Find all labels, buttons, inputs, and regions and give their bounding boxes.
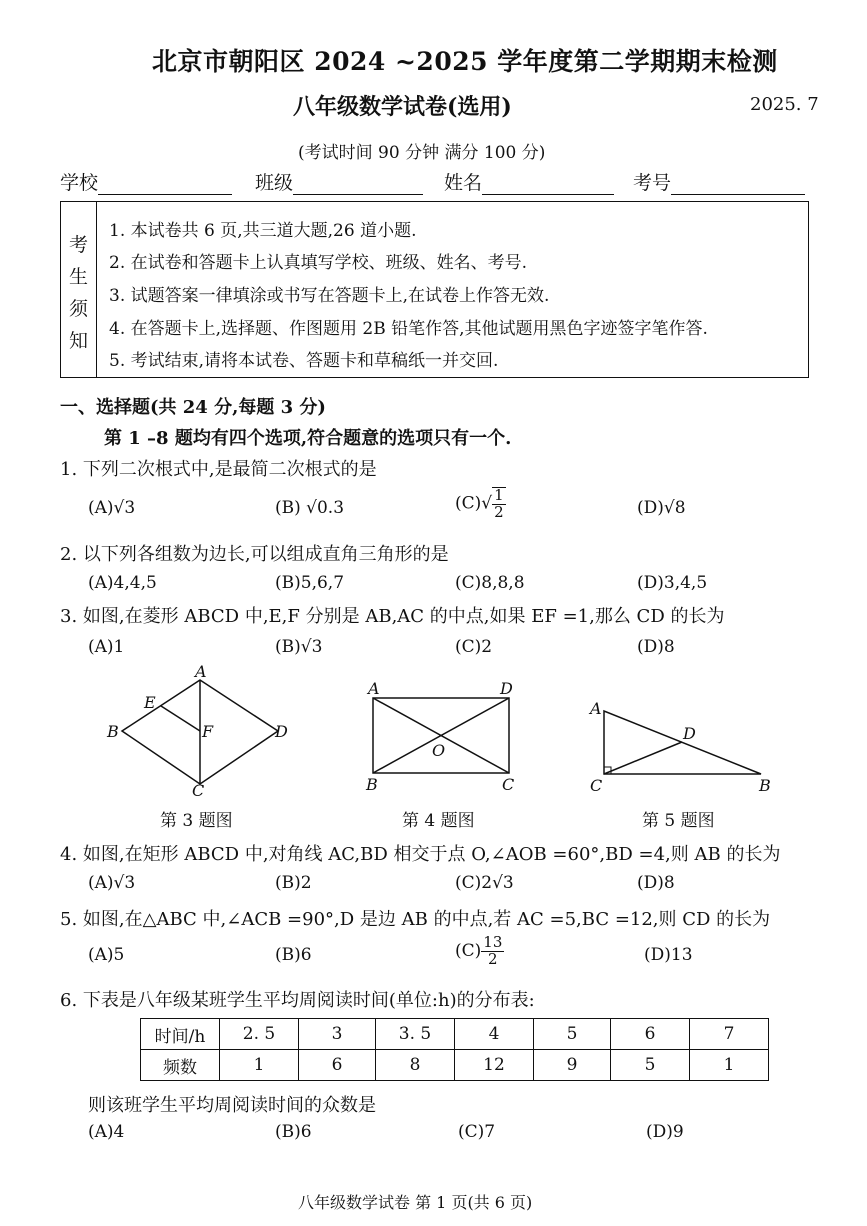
label-A: A (590, 699, 602, 718)
notice-box (60, 201, 809, 378)
notice-head-char: 知 (69, 330, 89, 352)
q3-option-b[interactable]: (B)√3 (275, 637, 323, 657)
q1-option-d[interactable]: (D)√8 (637, 498, 686, 518)
label-D: D (683, 724, 696, 743)
question-6-stem: 6. 下表是八年级某班学生平均周阅读时间(单位:h)的分布表: (60, 990, 535, 1011)
figure-3-caption: 第 3 题图 (160, 811, 233, 831)
label-B: B (107, 722, 119, 741)
label-F: F (202, 722, 214, 741)
name-label: 姓名 (444, 172, 483, 194)
label-D: D (500, 679, 513, 698)
table-cell: 5 (611, 1050, 690, 1081)
notice-head-char: 须 (69, 298, 89, 320)
exam-info: (考试时间 90 分钟 满分 100 分) (298, 143, 546, 163)
label-B: B (366, 775, 378, 794)
exam-subtitle: 八年级数学试卷(选用) (293, 94, 512, 120)
median-cd (604, 742, 682, 774)
school-field[interactable] (60, 168, 232, 195)
q4-option-d[interactable]: (D)8 (637, 873, 675, 893)
q2-option-c[interactable]: (C)8,8,8 (455, 573, 525, 593)
q2-option-b[interactable]: (B)5,6,7 (275, 573, 345, 593)
question-2-stem: 2. 以下列各组数为边长,可以组成直角三角形的是 (60, 544, 449, 565)
table-cell: 2. 5 (220, 1019, 299, 1050)
table-cell: 6 (299, 1050, 376, 1081)
class-field[interactable] (255, 168, 423, 195)
q3-option-a[interactable]: (A)1 (88, 637, 125, 657)
exam-no-label: 考号 (633, 172, 672, 194)
q3-option-c[interactable]: (C)2 (455, 637, 493, 657)
class-blank[interactable] (293, 174, 423, 195)
q2-option-d[interactable]: (D)3,4,5 (637, 573, 708, 593)
label-D: D (275, 722, 288, 741)
figure-5-triangle (585, 694, 775, 794)
q6-option-d[interactable]: (D)9 (646, 1122, 684, 1142)
q5-option-b[interactable]: (B)6 (275, 945, 312, 965)
label-C: C (502, 775, 515, 794)
name-field[interactable] (444, 168, 614, 195)
q4-option-b[interactable]: (B)2 (275, 873, 312, 893)
table-header-cell: 频数 (141, 1050, 220, 1081)
question-3-stem: 3. 如图,在菱形 ABCD 中,E,F 分别是 AB,AC 的中点,如果 EF =1,那么 CD 的长为 (60, 606, 725, 627)
table-cell: 3. 5 (376, 1019, 455, 1050)
notice-item: 2. 在试卷和答题卡上认真填写学校、班级、姓名、考号. (109, 253, 528, 273)
table-row (141, 1050, 769, 1081)
table-cell: 4 (455, 1019, 534, 1050)
table-cell: 5 (534, 1019, 611, 1050)
q4-option-c[interactable]: (C)2√3 (455, 873, 514, 893)
label-B: B (759, 776, 771, 794)
page-footer: 八年级数学试卷 第 1 页(共 6 页) (298, 1193, 533, 1212)
table-cell: 3 (299, 1019, 376, 1050)
table-cell: 1 (220, 1050, 299, 1081)
q5-c-numerator: 13 (483, 933, 503, 951)
label-C: C (590, 776, 603, 794)
label-C: C (192, 781, 205, 799)
table-cell: 1 (690, 1050, 769, 1081)
section-instruction: 第 1 –8 题均有四个选项,符合题意的选项只有一个. (104, 428, 512, 449)
q5-option-d[interactable]: (D)13 (644, 945, 693, 965)
q6-option-c[interactable]: (C)7 (458, 1122, 496, 1142)
label-O: O (432, 741, 446, 760)
q2-option-a[interactable]: (A)4,4,5 (88, 573, 157, 593)
question-1-stem: 1. 下列二次根式中,是最简二次根式的是 (60, 459, 377, 480)
exam-no-blank[interactable] (671, 174, 805, 195)
q1-option-c-prefix: (C)√ (455, 493, 493, 514)
notice-item: 5. 考试结束,请将本试卷、答题卡和草稿纸一并交回. (109, 351, 499, 371)
q4-option-a[interactable]: (A)√3 (88, 873, 136, 893)
q5-option-c-prefix: (C) (455, 940, 482, 961)
exam-title: 北京市朝阳区 2024 ~2025 学年度第二学期期末检测 (152, 47, 778, 76)
q1-c-denominator: 2 (494, 502, 504, 521)
notice-head (61, 202, 97, 377)
notice-head-char: 生 (69, 266, 89, 288)
table-cell: 12 (455, 1050, 534, 1081)
class-label: 班级 (255, 172, 294, 194)
figure-4-rectangle (362, 676, 522, 796)
figure-5-caption: 第 5 题图 (642, 811, 715, 831)
question-4-stem: 4. 如图,在矩形 ABCD 中,对角线 AC,BD 相交于点 O,∠AOB =60°,BD =4,则 AB 的长为 (60, 844, 781, 865)
q1-c-numerator: 1 (494, 486, 504, 504)
table-cell: 8 (376, 1050, 455, 1081)
exam-no-field[interactable] (633, 168, 805, 195)
label-A: A (195, 664, 207, 681)
label-A: A (368, 679, 380, 698)
q5-c-denominator: 2 (488, 949, 498, 968)
notice-item: 4. 在答题卡上,选择题、作图题用 2B 铅笔作答,其他试题用黑色字迹签字笔作答. (109, 319, 708, 339)
table-row (141, 1019, 769, 1050)
frequency-table (140, 1018, 769, 1081)
school-label: 学校 (60, 172, 99, 194)
label-E: E (144, 693, 156, 712)
notice-item: 3. 试题答案一律填涂或书写在答题卡上,在试卷上作答无效. (109, 286, 550, 306)
name-blank[interactable] (482, 174, 614, 195)
q6-option-b[interactable]: (B)6 (275, 1122, 312, 1142)
q1-option-c[interactable] (455, 487, 506, 521)
table-cell: 9 (534, 1050, 611, 1081)
section-title: 一、选择题(共 24 分,每题 3 分) (60, 397, 326, 418)
table-cell: 6 (611, 1019, 690, 1050)
question-5-stem: 5. 如图,在△ABC 中,∠ACB =90°,D 是边 AB 的中点,若 AC =5,BC =12,则 CD 的长为 (60, 909, 771, 930)
table-cell: 7 (690, 1019, 769, 1050)
q5-option-a[interactable]: (A)5 (88, 945, 125, 965)
school-blank[interactable] (98, 174, 232, 195)
table-header-cell: 时间/h (141, 1019, 220, 1050)
q6-option-a[interactable]: (A)4 (88, 1122, 125, 1142)
q3-option-d[interactable]: (D)8 (637, 637, 675, 657)
q1-option-a[interactable]: (A)√3 (88, 498, 136, 518)
figure-3-rhombus (100, 664, 300, 799)
question-6-followup: 则该班学生平均周阅读时间的众数是 (88, 1095, 376, 1116)
notice-item: 1. 本试卷共 6 页,共三道大题,26 道小题. (109, 221, 417, 241)
q5-option-c[interactable] (455, 935, 504, 968)
exam-date: 2025. 7 (750, 94, 819, 115)
q1-option-b[interactable]: (B) √0.3 (275, 498, 345, 518)
figure-4-caption: 第 4 题图 (402, 811, 475, 831)
segment-ef (161, 706, 200, 731)
notice-head-char: 考 (69, 234, 89, 256)
